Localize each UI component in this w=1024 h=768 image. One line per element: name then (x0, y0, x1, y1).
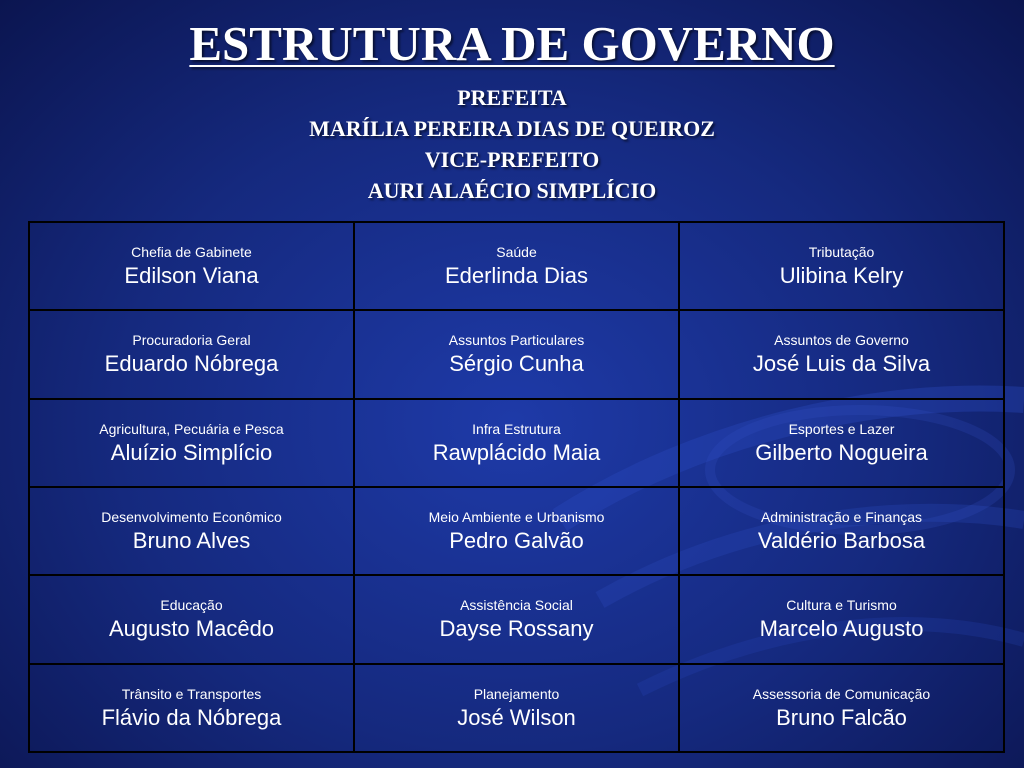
department-head-name: José Wilson (457, 704, 576, 730)
department-name: Educação (160, 597, 223, 614)
department-head-name: Aluízio Simplício (110, 439, 273, 465)
mayor-name: MARÍLIA PEREIRA DIAS DE QUEIROZ (309, 116, 715, 141)
department-head-name: Marcelo Augusto (759, 616, 924, 642)
department-head-name: Valdério Barbosa (757, 528, 926, 554)
department-cell (354, 487, 679, 575)
department-name: Esportes e Lazer (788, 420, 895, 437)
department-name: Assistência Social (460, 597, 573, 614)
department-cell (29, 575, 354, 663)
department-name: Desenvolvimento Econômico (101, 509, 282, 526)
department-name: Assessoria de Comunicação (752, 685, 931, 702)
department-cell (679, 487, 1004, 575)
table-row (29, 575, 1004, 663)
department-name: Assuntos Particulares (448, 332, 585, 349)
department-cell (354, 399, 679, 487)
table-row (29, 487, 1004, 575)
department-head-name: Flávio da Nóbrega (101, 704, 282, 730)
department-name: Meio Ambiente e Urbanismo (428, 509, 605, 526)
department-head-name: Bruno Falcão (776, 704, 907, 730)
department-cell (29, 310, 354, 398)
department-name: Procuradoria Geral (132, 332, 251, 349)
department-name: Administração e Finanças (760, 509, 923, 526)
department-cell (354, 664, 679, 752)
department-cell (354, 575, 679, 663)
department-cell (354, 222, 679, 310)
department-cell (29, 399, 354, 487)
table-row (29, 399, 1004, 487)
department-head-name: Ederlinda Dias (444, 263, 589, 289)
table-row (29, 664, 1004, 752)
department-cell (29, 222, 354, 310)
department-name: Planejamento (473, 685, 560, 702)
table-row (29, 222, 1004, 310)
department-name: Assuntos de Governo (774, 332, 909, 349)
department-head-name: Rawplácido Maia (432, 439, 601, 465)
department-cell (679, 310, 1004, 398)
org-structure-body (29, 222, 1004, 752)
department-head-name: Ulibina Kelry (779, 263, 904, 289)
mayor-role: PREFEITA (457, 85, 567, 110)
department-head-name: Bruno Alves (132, 528, 251, 554)
department-name: Trânsito e Transportes (121, 685, 262, 702)
department-name: Saúde (496, 244, 537, 261)
department-cell (29, 664, 354, 752)
department-head-name: Augusto Macêdo (108, 616, 275, 642)
department-name: Infra Estrutura (472, 420, 561, 437)
department-head-name: Edilson Viana (124, 263, 259, 289)
department-name: Tributação (808, 244, 875, 261)
table-row (29, 310, 1004, 398)
department-cell (29, 487, 354, 575)
department-cell (354, 310, 679, 398)
department-cell (679, 575, 1004, 663)
header (0, 14, 1024, 206)
department-cell (679, 399, 1004, 487)
department-name: Cultura e Turismo (786, 597, 897, 614)
department-name: Chefia de Gabinete (131, 244, 252, 261)
department-head-name: Dayse Rossany (439, 616, 594, 642)
department-head-name: Eduardo Nóbrega (104, 351, 279, 377)
department-cell (679, 664, 1004, 752)
vice-mayor-name: AURI ALAÉCIO SIMPLÍCIO (367, 178, 657, 203)
vice-mayor-role: VICE-PREFEITO (424, 147, 600, 172)
department-head-name: Pedro Galvão (449, 528, 584, 554)
department-cell (679, 222, 1004, 310)
page-title: ESTRUTURA DE GOVERNO (189, 16, 835, 71)
department-head-name: Sérgio Cunha (449, 351, 584, 377)
department-head-name: José Luis da Silva (752, 351, 931, 377)
org-structure-table (28, 221, 1005, 753)
department-head-name: Gilberto Nogueira (755, 439, 928, 465)
department-name: Agricultura, Pecuária e Pesca (99, 420, 284, 437)
